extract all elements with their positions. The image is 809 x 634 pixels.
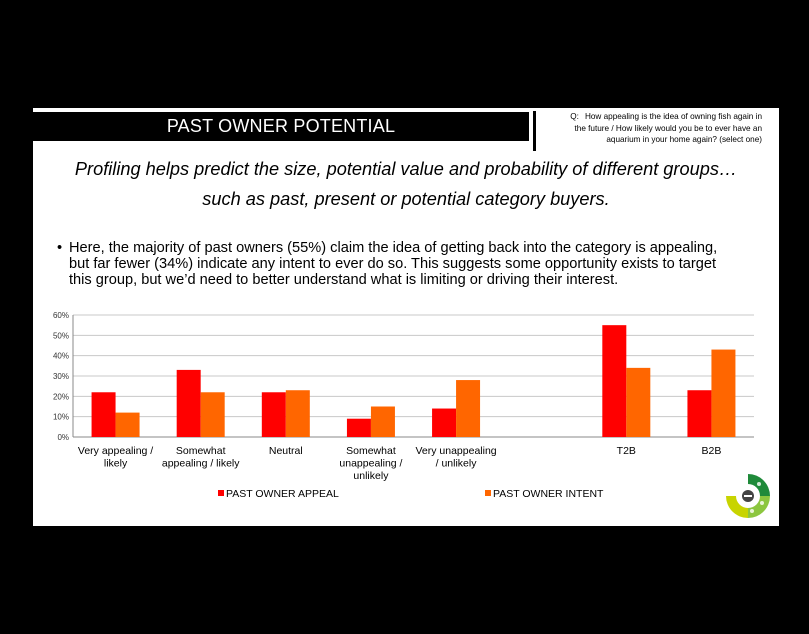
bar-appeal bbox=[687, 390, 711, 437]
question-line-2: the future / How likely would you be to ever have an bbox=[574, 123, 762, 133]
x-category-label: Very unappealing bbox=[415, 445, 497, 457]
y-tick-label: 10% bbox=[52, 412, 69, 422]
x-category-label: Somewhat bbox=[346, 445, 396, 457]
bullet-line-2: but far fewer (34%) indicate any intent to ever do so. This suggests some opportunity exists to target bbox=[69, 256, 717, 272]
x-category-label: T2B bbox=[616, 445, 636, 457]
y-tick-label: 30% bbox=[52, 372, 69, 381]
y-tick-label: 60% bbox=[52, 311, 69, 320]
page-title: PAST OWNER POTENTIAL bbox=[33, 112, 529, 141]
bar-intent bbox=[711, 350, 735, 437]
slide bbox=[33, 108, 779, 526]
bar-appeal bbox=[177, 370, 201, 437]
y-tick-label: 20% bbox=[52, 392, 69, 402]
bullet-marker: • bbox=[57, 240, 63, 256]
y-tick-label: 0% bbox=[57, 433, 69, 442]
bar-intent bbox=[456, 380, 480, 437]
legend-swatch-intent bbox=[485, 490, 491, 496]
legend-label-intent: PAST OWNER INTENT bbox=[493, 488, 604, 500]
x-category-label: Neutral bbox=[268, 445, 303, 457]
legend-label-appeal: PAST OWNER APPEAL bbox=[226, 488, 339, 500]
x-category-label: Very appealing / bbox=[77, 445, 154, 457]
y-tick-label: 50% bbox=[52, 331, 69, 341]
bar-intent bbox=[371, 407, 395, 438]
question-line-1: How appealing is the idea of owning fish again in bbox=[584, 112, 762, 121]
question-prefix: Q: bbox=[570, 112, 579, 121]
legend-swatch-appeal bbox=[218, 490, 224, 496]
bar-intent bbox=[116, 413, 140, 437]
bar-appeal bbox=[347, 419, 371, 437]
x-category-label: likely bbox=[103, 457, 128, 470]
bar-intent bbox=[626, 368, 650, 437]
brand-wheel-logo bbox=[724, 471, 772, 521]
question-line-3: aquarium in your home again? (select one) bbox=[606, 135, 762, 144]
headline-line-2: such as past, present or potential category buyers. bbox=[202, 189, 610, 209]
x-category-label: Somewhat bbox=[175, 445, 226, 457]
y-tick-label: 40% bbox=[52, 351, 69, 361]
bar-appeal bbox=[92, 392, 116, 437]
bar-intent bbox=[201, 392, 225, 437]
bar-appeal bbox=[602, 325, 626, 437]
x-category-label: appealing / likely bbox=[161, 457, 240, 470]
bar-chart bbox=[33, 108, 779, 526]
headline-line-1: Profiling helps predict the size, potential value and probability of different groups… bbox=[74, 159, 738, 179]
bullet-line-1: Here, the majority of past owners (55%) claim the idea of getting back into the category is appealing, bbox=[69, 240, 718, 256]
x-category-label: B2B bbox=[701, 445, 722, 457]
bar-appeal bbox=[432, 409, 456, 437]
x-category-label: unappealing / bbox=[339, 457, 403, 470]
bar-intent bbox=[286, 390, 310, 437]
bar-appeal bbox=[262, 392, 286, 437]
x-category-label: / unlikely bbox=[435, 457, 477, 470]
x-category-label: unlikely bbox=[353, 470, 389, 482]
bullet-line-3: this group, but we’d need to better understand what is limiting or driving their interest. bbox=[69, 272, 619, 288]
